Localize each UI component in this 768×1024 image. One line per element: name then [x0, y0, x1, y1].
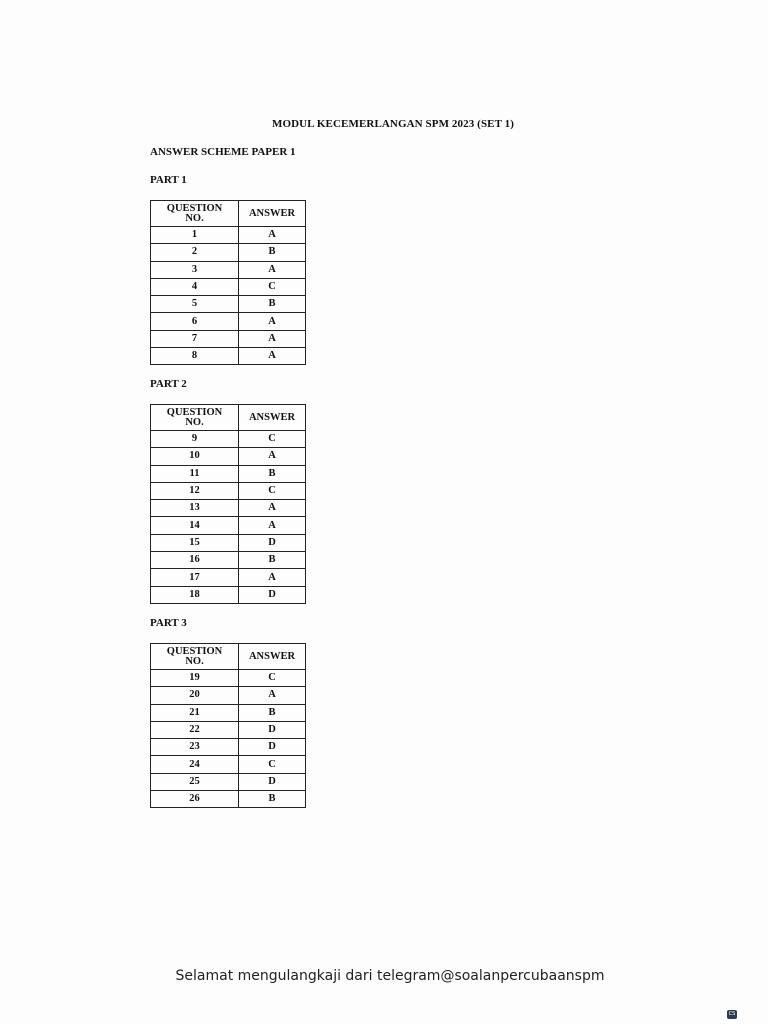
answer-cell: A	[239, 313, 306, 330]
part-2-table	[150, 404, 306, 604]
answer-cell: B	[239, 791, 306, 808]
answer-cell: C	[239, 431, 306, 448]
question-number-cell: 12	[151, 482, 239, 499]
answer-cell: D	[239, 721, 306, 738]
question-number-cell: 16	[151, 552, 239, 569]
question-number-cell: 15	[151, 534, 239, 551]
table-row	[151, 704, 306, 721]
answer-cell: C	[239, 756, 306, 773]
table-row	[151, 330, 306, 347]
answer-cell: B	[239, 704, 306, 721]
question-number-cell: 9	[151, 431, 239, 448]
answer-cell: A	[239, 330, 306, 347]
answer-cell: A	[239, 569, 306, 586]
answer-cell: A	[239, 448, 306, 465]
table-row	[151, 244, 306, 261]
answer-cell: D	[239, 773, 306, 790]
question-number-cell: 14	[151, 517, 239, 534]
table-row	[151, 278, 306, 295]
question-header-line2: NO.	[185, 655, 204, 667]
answer-cell: B	[239, 296, 306, 313]
answer-cell: B	[239, 244, 306, 261]
part-1-table	[150, 200, 306, 365]
table-row	[151, 791, 306, 808]
table-header-row	[151, 644, 306, 670]
table-header-row	[151, 405, 306, 431]
question-header-line2: NO.	[185, 212, 204, 224]
question-number-cell: 3	[151, 261, 239, 278]
question-no-header	[151, 405, 239, 431]
table-row	[151, 721, 306, 738]
table-row	[151, 687, 306, 704]
question-number-cell: 25	[151, 773, 239, 790]
answer-cell: A	[239, 517, 306, 534]
table-row	[151, 448, 306, 465]
question-number-cell: 1	[151, 227, 239, 244]
question-number-cell: 11	[151, 465, 239, 482]
question-number-cell: 2	[151, 244, 239, 261]
question-number-cell: 23	[151, 739, 239, 756]
question-number-cell: 19	[151, 670, 239, 687]
answer-cell: B	[239, 552, 306, 569]
question-number-cell: 21	[151, 704, 239, 721]
answer-cell: A	[239, 261, 306, 278]
question-number-cell: 10	[151, 448, 239, 465]
document-title: MODUL KECEMERLANGAN SPM 2023 (SET 1)	[272, 118, 515, 130]
table-row	[151, 517, 306, 534]
part-3-heading: PART 3	[150, 617, 187, 629]
answer-cell: A	[239, 687, 306, 704]
question-number-cell: 18	[151, 586, 239, 603]
question-number-cell: 22	[151, 721, 239, 738]
answer-cell: C	[239, 482, 306, 499]
answer-cell: D	[239, 534, 306, 551]
question-no-header	[151, 201, 239, 227]
question-number-cell: 26	[151, 791, 239, 808]
answer-cell: C	[239, 278, 306, 295]
table-row	[151, 552, 306, 569]
table-row	[151, 348, 306, 365]
table-row	[151, 431, 306, 448]
question-number-cell: 20	[151, 687, 239, 704]
question-number-cell: 4	[151, 278, 239, 295]
question-header-line1: QUESTION	[166, 406, 223, 418]
part-2-heading: PART 2	[150, 378, 187, 390]
answer-header: ANSWER	[239, 644, 306, 670]
camscanner-badge-icon: CS	[728, 1011, 736, 1017]
table-row	[151, 569, 306, 586]
answer-header: ANSWER	[239, 405, 306, 431]
table-row	[151, 586, 306, 603]
footer-telegram-note: Selamat mengulangkaji dari telegram@soalanpercubaanspm	[175, 968, 605, 984]
question-number-cell: 13	[151, 500, 239, 517]
answer-cell: D	[239, 739, 306, 756]
table-row	[151, 296, 306, 313]
answer-scheme-heading: ANSWER SCHEME PAPER 1	[150, 146, 296, 158]
table-row	[151, 227, 306, 244]
answer-cell: B	[239, 465, 306, 482]
part-3-table	[150, 643, 306, 808]
table-header-row	[151, 201, 306, 227]
question-no-header	[151, 644, 239, 670]
table-row	[151, 534, 306, 551]
question-number-cell: 6	[151, 313, 239, 330]
answer-cell: D	[239, 586, 306, 603]
table-row	[151, 773, 306, 790]
table-row	[151, 482, 306, 499]
table-row	[151, 670, 306, 687]
table-row	[151, 465, 306, 482]
table-row	[151, 500, 306, 517]
question-number-cell: 7	[151, 330, 239, 347]
table-row	[151, 756, 306, 773]
answer-cell: A	[239, 500, 306, 517]
question-number-cell: 24	[151, 756, 239, 773]
question-header-line1: QUESTION	[166, 202, 223, 214]
table-row	[151, 739, 306, 756]
question-number-cell: 5	[151, 296, 239, 313]
question-header-line1: QUESTION	[166, 645, 223, 657]
question-number-cell: 17	[151, 569, 239, 586]
table-row	[151, 313, 306, 330]
table-row	[151, 261, 306, 278]
answer-cell: A	[239, 348, 306, 365]
answer-cell: C	[239, 670, 306, 687]
question-header-line2: NO.	[185, 416, 204, 428]
answer-header: ANSWER	[239, 201, 306, 227]
answer-cell: A	[239, 227, 306, 244]
question-number-cell: 8	[151, 348, 239, 365]
part-1-heading: PART 1	[150, 174, 187, 186]
